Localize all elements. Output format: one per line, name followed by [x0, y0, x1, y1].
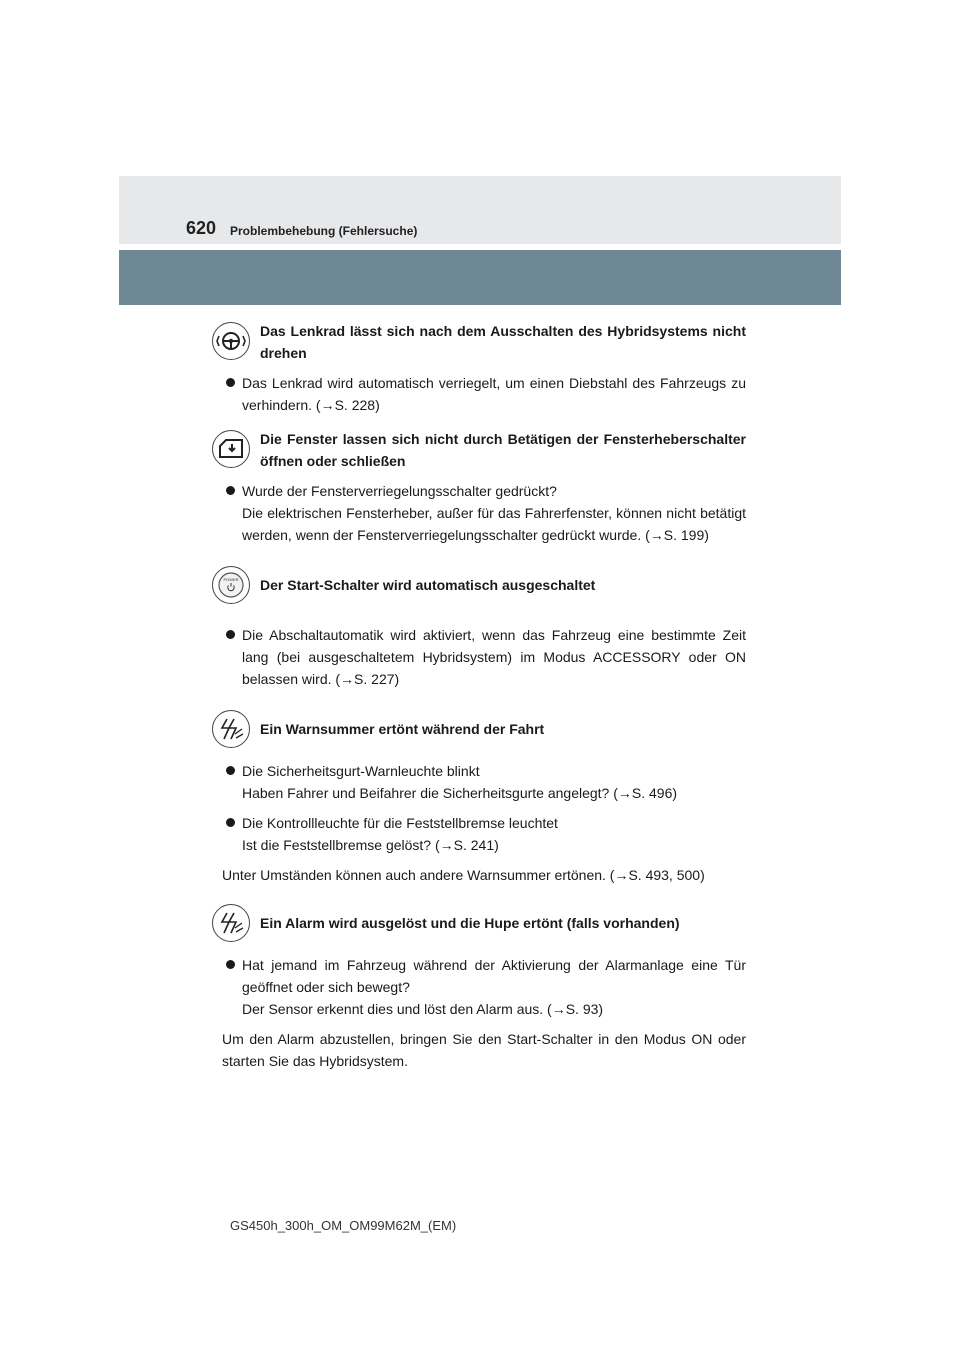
- bullet-item: [222, 954, 746, 1020]
- steering-wheel-icon: [212, 322, 250, 360]
- bullet-line: Haben Fahrer und Beifahrer die Sicherheitsgurte angelegt? (→S. 496): [242, 785, 678, 801]
- window-icon: [212, 430, 250, 468]
- page-number: 620: [186, 218, 217, 238]
- bullet-line: Ist die Feststellbremse gelöst? (→S. 241): [242, 837, 499, 853]
- issue-warning-buzzer: [222, 708, 746, 752]
- footer-code: GS450h_300h_OM_OM99M62M_(EM): [230, 1218, 457, 1233]
- note-text: Um den Alarm abzustellen, bringen Sie den Start-Schalter in den Modus ON oder starten Sie das Hybridsystem.: [222, 1031, 746, 1069]
- issue-title: Das Lenkrad lässt sich nach dem Ausschalten des Hybridsystems nicht drehen: [260, 323, 746, 361]
- header-top-bar: [119, 176, 841, 244]
- bullet-line: Die Sicherheitsgurt-Warnleuchte blinkt: [242, 763, 480, 779]
- content: [222, 320, 746, 1072]
- bullet-line: Das Lenkrad wird automatisch verriegelt, um einen Diebstahl des Fahrzeugs zu verhindern. (→S. 228): [242, 375, 746, 413]
- power-switch-icon: [212, 566, 250, 604]
- alarm-icon: [212, 904, 250, 942]
- bullet-item: [222, 760, 746, 804]
- issue-steering: [222, 320, 746, 364]
- bullet-line: Wurde der Fensterverriegelungsschalter gedrückt?: [242, 483, 557, 499]
- bullet-item: [222, 812, 746, 856]
- warning-buzzer-icon: [212, 710, 250, 748]
- issue-title: Die Fenster lassen sich nicht durch Betätigen der Fensterheberschalter öffnen oder schließen: [260, 431, 746, 469]
- bullet-item: [222, 624, 746, 690]
- header-band: [119, 250, 841, 305]
- power-icon-label: POWER: [223, 577, 239, 582]
- bullet-line: Die Kontrollleuchte für die Feststellbremse leuchtet: [242, 815, 558, 831]
- chapter-title: Problembehebung (Fehlersuche): [230, 224, 418, 238]
- bullet-line: Der Sensor erkennt dies und löst den Alarm aus. (→S. 93): [242, 1001, 604, 1017]
- bullet-line: Die elektrischen Fensterheber, außer für das Fahrerfenster, können nicht betätigt werden, wenn der Fensterverriegelungsschalter gedrückt wurde. (→S. 199): [242, 505, 746, 543]
- issue-title: Der Start-Schalter wird automatisch ausgeschaltet: [260, 577, 596, 593]
- issue-start-switch: [222, 564, 746, 608]
- bullet-line: Hat jemand im Fahrzeug während der Aktivierung der Alarmanlage eine Tür geöffnet oder sich bewegt?: [242, 957, 746, 995]
- issue-title: Ein Alarm wird ausgelöst und die Hupe ertönt (falls vorhanden): [260, 915, 680, 931]
- issue-title: Ein Warnsummer ertönt während der Fahrt: [260, 721, 545, 737]
- bullet-item: [222, 480, 746, 546]
- bullet-line: Die Abschaltautomatik wird aktiviert, wenn das Fahrzeug eine bestimmte Zeit lang (bei ausgeschaltetem Hybridsystem) im Modus ACCESSORY oder ON belassen wird. (→S. 227): [242, 627, 746, 687]
- note-text: Unter Umständen können auch andere Warnsummer ertönen. (→S. 493, 500): [222, 867, 705, 883]
- issue-alarm: [222, 902, 746, 946]
- issue-windows: [222, 428, 746, 472]
- bullet-item: [222, 372, 746, 416]
